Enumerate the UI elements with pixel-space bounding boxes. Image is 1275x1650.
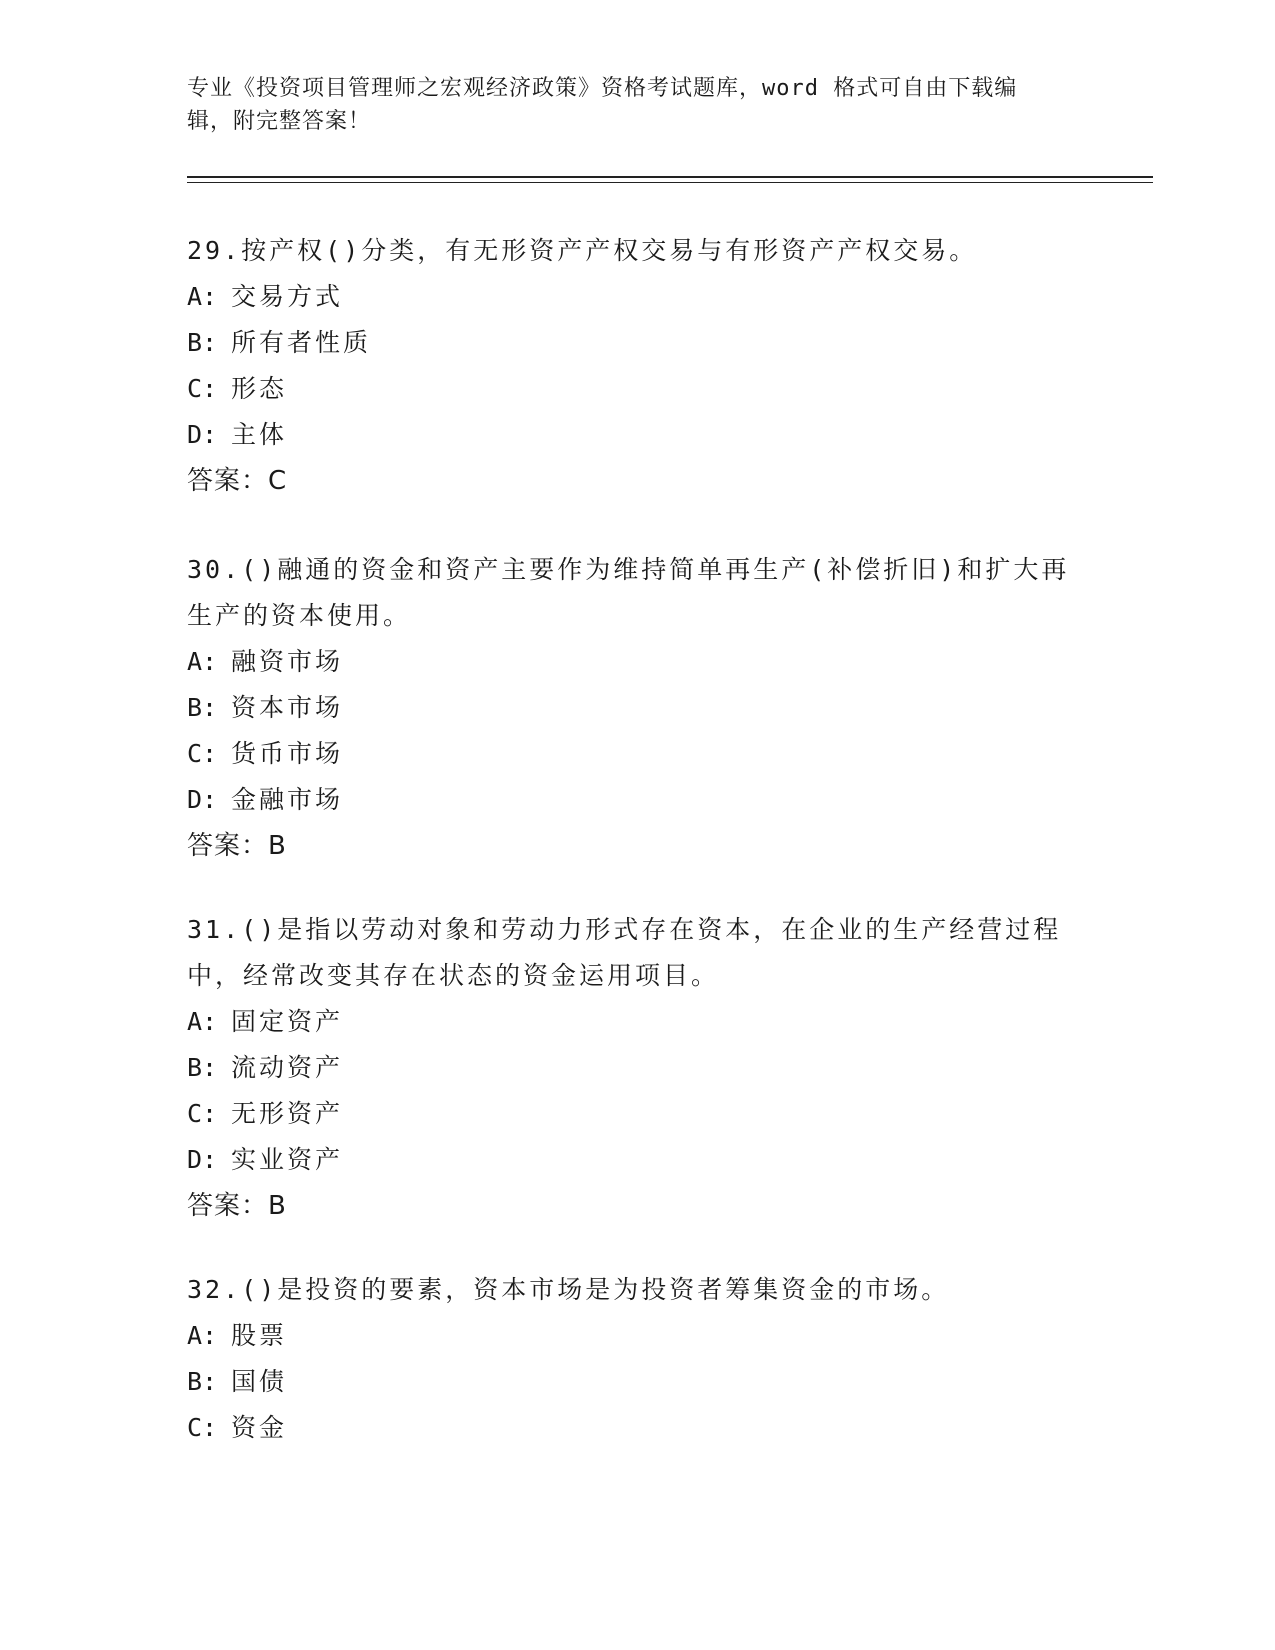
question-31 bbox=[187, 907, 1087, 1229]
option-letter: B: bbox=[187, 328, 218, 357]
option-text: 流动资产 bbox=[231, 1053, 344, 1082]
question-29 bbox=[187, 228, 1087, 504]
option-text: 国债 bbox=[231, 1367, 288, 1396]
option-text: 股票 bbox=[231, 1321, 288, 1350]
document-header bbox=[187, 72, 1087, 138]
option-letter: C: bbox=[187, 374, 218, 403]
option-text: 所有者性质 bbox=[231, 328, 372, 357]
question-stem-line: 中，经常改变其存在状态的资金运用项目。 bbox=[187, 961, 720, 990]
option-letter: B: bbox=[187, 1053, 218, 1082]
option-letter: D: bbox=[187, 785, 218, 814]
option-letter: A: bbox=[187, 1321, 218, 1350]
option-b bbox=[187, 1359, 1087, 1405]
option-c bbox=[187, 366, 1087, 412]
option-a bbox=[187, 639, 1087, 685]
option-letter: D: bbox=[187, 420, 218, 449]
question-32 bbox=[187, 1267, 1087, 1451]
option-letter: B: bbox=[187, 693, 218, 722]
option-c bbox=[187, 1091, 1087, 1137]
option-text: 金融市场 bbox=[231, 785, 344, 814]
option-text: 形态 bbox=[231, 374, 288, 403]
option-d bbox=[187, 777, 1087, 823]
question-stem-line: 32.()是投资的要素，资本市场是为投资者筹集资金的市场。 bbox=[187, 1275, 950, 1304]
question-30 bbox=[187, 547, 1087, 869]
option-text: 固定资产 bbox=[231, 1007, 344, 1036]
option-letter: C: bbox=[187, 1413, 218, 1442]
question-stem-line: 生产的资本使用。 bbox=[187, 601, 412, 630]
option-letter: D: bbox=[187, 1145, 218, 1174]
option-d bbox=[187, 1137, 1087, 1183]
option-c bbox=[187, 731, 1087, 777]
option-text: 主体 bbox=[231, 420, 288, 449]
option-letter: B: bbox=[187, 1367, 218, 1396]
option-text: 交易方式 bbox=[231, 282, 344, 311]
option-letter: C: bbox=[187, 1099, 218, 1128]
option-c bbox=[187, 1405, 1087, 1451]
option-text: 资金 bbox=[231, 1413, 288, 1442]
option-b bbox=[187, 320, 1087, 366]
header-line-2: 辑，附完整答案！ bbox=[187, 109, 372, 134]
option-b bbox=[187, 685, 1087, 731]
question-stem-line: 29.按产权()分类，有无形资产产权交易与有形资产产权交易。 bbox=[187, 236, 978, 265]
option-letter: A: bbox=[187, 647, 218, 676]
option-a bbox=[187, 999, 1087, 1045]
option-a bbox=[187, 1313, 1087, 1359]
option-text: 货币市场 bbox=[231, 739, 344, 768]
option-text: 融资市场 bbox=[231, 647, 344, 676]
option-text: 无形资产 bbox=[231, 1099, 344, 1128]
option-text: 实业资产 bbox=[231, 1145, 344, 1174]
option-d bbox=[187, 412, 1087, 458]
question-stem-line: 30.()融通的资金和资产主要作为维持简单再生产(补偿折旧)和扩大再 bbox=[187, 555, 1070, 584]
header-divider-thin bbox=[187, 182, 1153, 183]
option-letter: C: bbox=[187, 739, 218, 768]
answer-line: 答案：C bbox=[187, 466, 288, 496]
header-line-1: 专业《投资项目管理师之宏观经济政策》资格考试题库，word 格式可自由下载编 bbox=[187, 76, 1018, 101]
answer-line: 答案：B bbox=[187, 831, 287, 861]
header-divider-thick bbox=[187, 176, 1153, 178]
option-text: 资本市场 bbox=[231, 693, 344, 722]
option-b bbox=[187, 1045, 1087, 1091]
option-a bbox=[187, 274, 1087, 320]
answer-line: 答案：B bbox=[187, 1191, 287, 1221]
option-letter: A: bbox=[187, 1007, 218, 1036]
option-letter: A: bbox=[187, 282, 218, 311]
question-stem-line: 31.()是指以劳动对象和劳动力形式存在资本，在企业的生产经营过程 bbox=[187, 915, 1062, 944]
